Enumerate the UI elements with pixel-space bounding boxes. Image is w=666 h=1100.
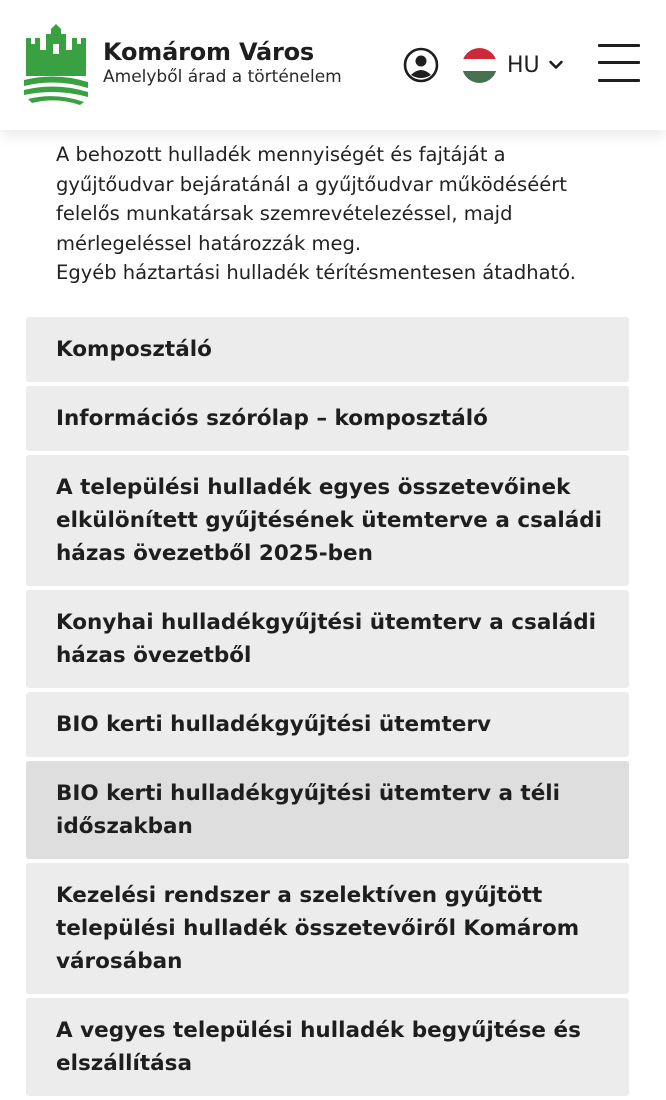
site-header <box>0 0 666 130</box>
accordion-item-bio-kerti-utemterv[interactable]: BIO kerti hulladékgyűjtési ütemterv <box>26 692 629 757</box>
user-account-button[interactable] <box>403 47 439 83</box>
intro-paragraph: A behozott hulladék mennyiségét és fajtáját a gyűjtőudvar bejáratánál a gyűjtőudvar működéséért felelős munkatársak szemrevételezéssel, majd mérlegeléssel határozzák meg. Egyéb háztartási hulladék térítésmentesen átadható. <box>56 143 576 284</box>
site-title[interactable]: Komárom Város <box>103 38 315 66</box>
accordion-item-bio-kerti-teli[interactable]: BIO kerti hulladékgyűjtési ütemterv a téli időszakban <box>26 761 629 859</box>
document-accordion <box>26 317 629 1100</box>
language-code: HU <box>507 52 540 78</box>
hamburger-menu-icon[interactable] <box>598 44 642 84</box>
site-subtitle: Amelyből árad a történelem <box>103 67 342 87</box>
chevron-down-icon <box>548 57 564 73</box>
language-selector[interactable] <box>462 46 564 84</box>
accordion-item-gyujtesi-utemterv-2025[interactable]: A települési hulladék egyes összetevőinek elkülönített gyűjtésének ütemterve a családi házas övezetből 2025-ben <box>26 455 629 586</box>
accordion-item-komposztalo[interactable]: Komposztáló <box>26 317 629 382</box>
city-logo-icon[interactable] <box>22 24 90 106</box>
hungary-flag-icon <box>462 48 497 83</box>
accordion-item-szorolap[interactable]: Információs szórólap – komposztáló <box>26 386 629 451</box>
accordion-item-kezelesi-rendszer[interactable]: Kezelési rendszer a szelektíven gyűjtött települési hulladék összetevőiről Komárom városában <box>26 863 629 994</box>
accordion-item-vegyes-hulladek[interactable]: A vegyes települési hulladék begyűjtése és elszállítása <box>26 998 629 1096</box>
user-circle-icon <box>403 47 439 83</box>
accordion-item-konyhai-utemterv[interactable]: Konyhai hulladékgyűjtési ütemterv a családi házas övezetből <box>26 590 629 688</box>
